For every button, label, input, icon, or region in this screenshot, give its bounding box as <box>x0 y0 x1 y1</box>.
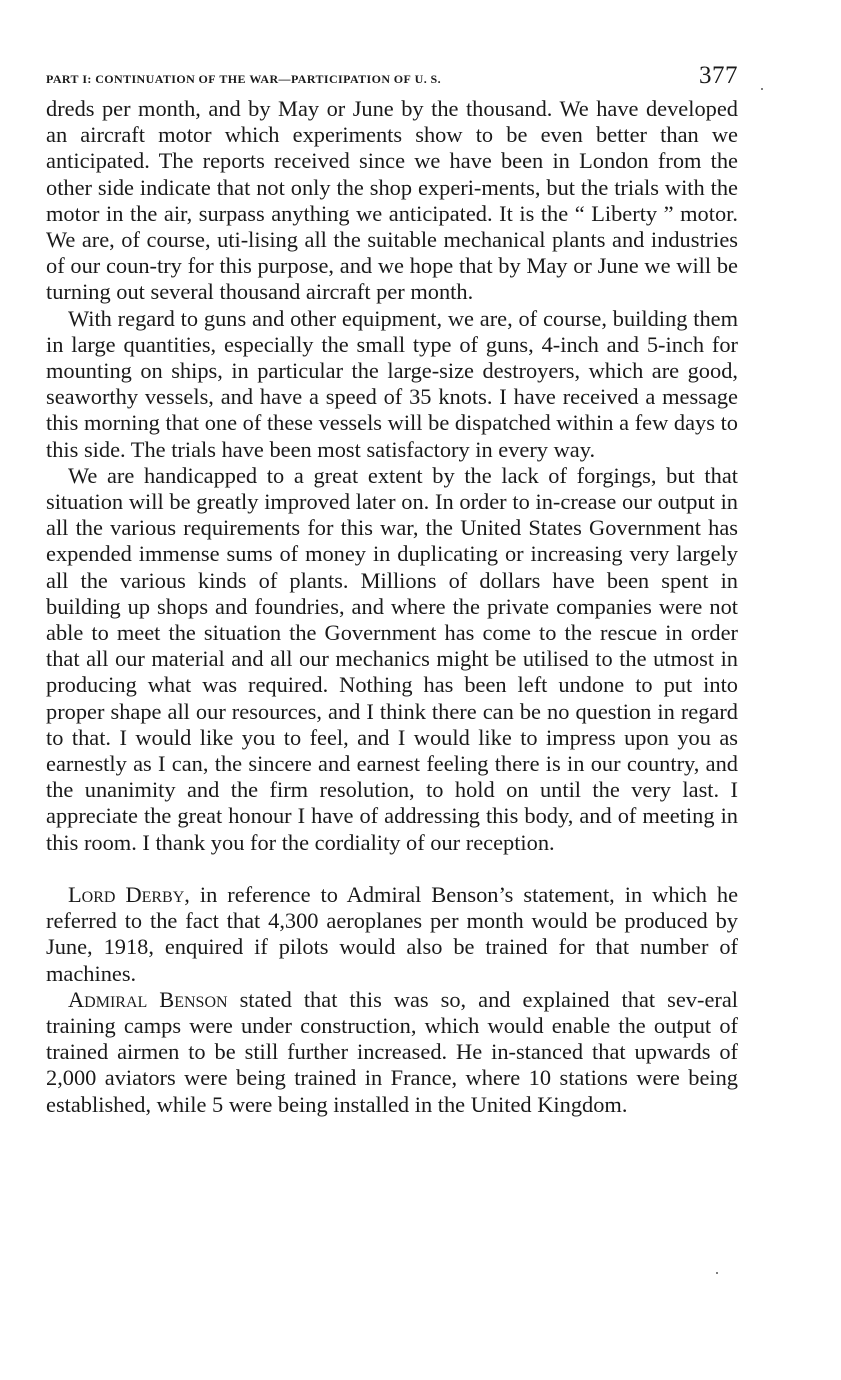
document-page <box>46 62 738 1118</box>
running-header <box>46 62 738 96</box>
scan-speck <box>716 1272 718 1274</box>
scan-speck <box>761 88 763 90</box>
page-number: 377 <box>699 62 738 89</box>
paragraph-lord-derby <box>46 882 738 987</box>
speaker-name: Lord Derby <box>68 881 185 907</box>
paragraph-text: , in reference to Admiral Benson’s statement, in which he referred to the fact that 4,300 aeroplanes per month would be produced by June, 1918, enquired if pilots would also be trained for that number of machines. <box>46 881 739 986</box>
running-title: part i: continuation of the war—participation of u. s. <box>46 68 442 87</box>
paragraph-continued: dreds per month, and by May or June by the thousand. We have developed an aircraft motor which experiments show to be even better than we anticipated. The reports received since we have been in London from the other side indicate that not only the shop experi-ments, but the trials with the motor in the air, surpass anything we anticipated. It is the “ Liberty ” motor. We are, of course, uti-lising all the suitable mechanical plants and industries of our coun-try for this purpose, and we hope that by May or June we will be turning out several thousand aircraft per month. <box>46 96 738 305</box>
speaker-name: Admiral Benson <box>68 986 228 1012</box>
paragraph-admiral-benson <box>46 987 738 1118</box>
paragraph-forgings: We are handicapped to a great extent by the lack of forgings, but that situation will be greatly improved later on. In order to in-crease our output in all the various requirements for this war, the United States Government has expended immense sums of money in duplicating or increasing very largely all the various kinds of plants. Millions of dollars have been spent in building up shops and foundries, and where the private companies were not able to meet the situation the Government has come to the rescue in order that all our material and all our mechanics might be utilised to the utmost in producing what was required. Nothing has been left undone to put into proper shape all our resources, and I think there can be no question in regard to that. I would like you to feel, and I would like to impress upon you as earnestly as I can, the sincere and earnest feeling there is in our country, and the unanimity and the firm resolution, to hold on until the very last. I appreciate the great honour I have of addressing this body, and of meeting in this room. I thank you for the cordiality of our reception. <box>46 462 738 855</box>
paragraph-text: stated that this was so, and explained that sev-eral training camps were under construction, which would enable the output of trained airmen to be still further increased. He in-stanced that upwards of 2,000 aviators were being trained in France, where 10 stations were being established, while 5 were being installed in the United Kingdom. <box>46 986 739 1117</box>
paragraph-guns: With regard to guns and other equipment, we are, of course, building them in large quantities, especially the small type of guns, 4-inch and 5-inch for mounting on ships, in particular the large-size destroyers, which are good, seaworthy vessels, and have a speed of 35 knots. I have received a message this morning that one of these vessels will be dispatched within a few days to this side. The trials have been most satisfactory in every way. <box>46 305 738 462</box>
